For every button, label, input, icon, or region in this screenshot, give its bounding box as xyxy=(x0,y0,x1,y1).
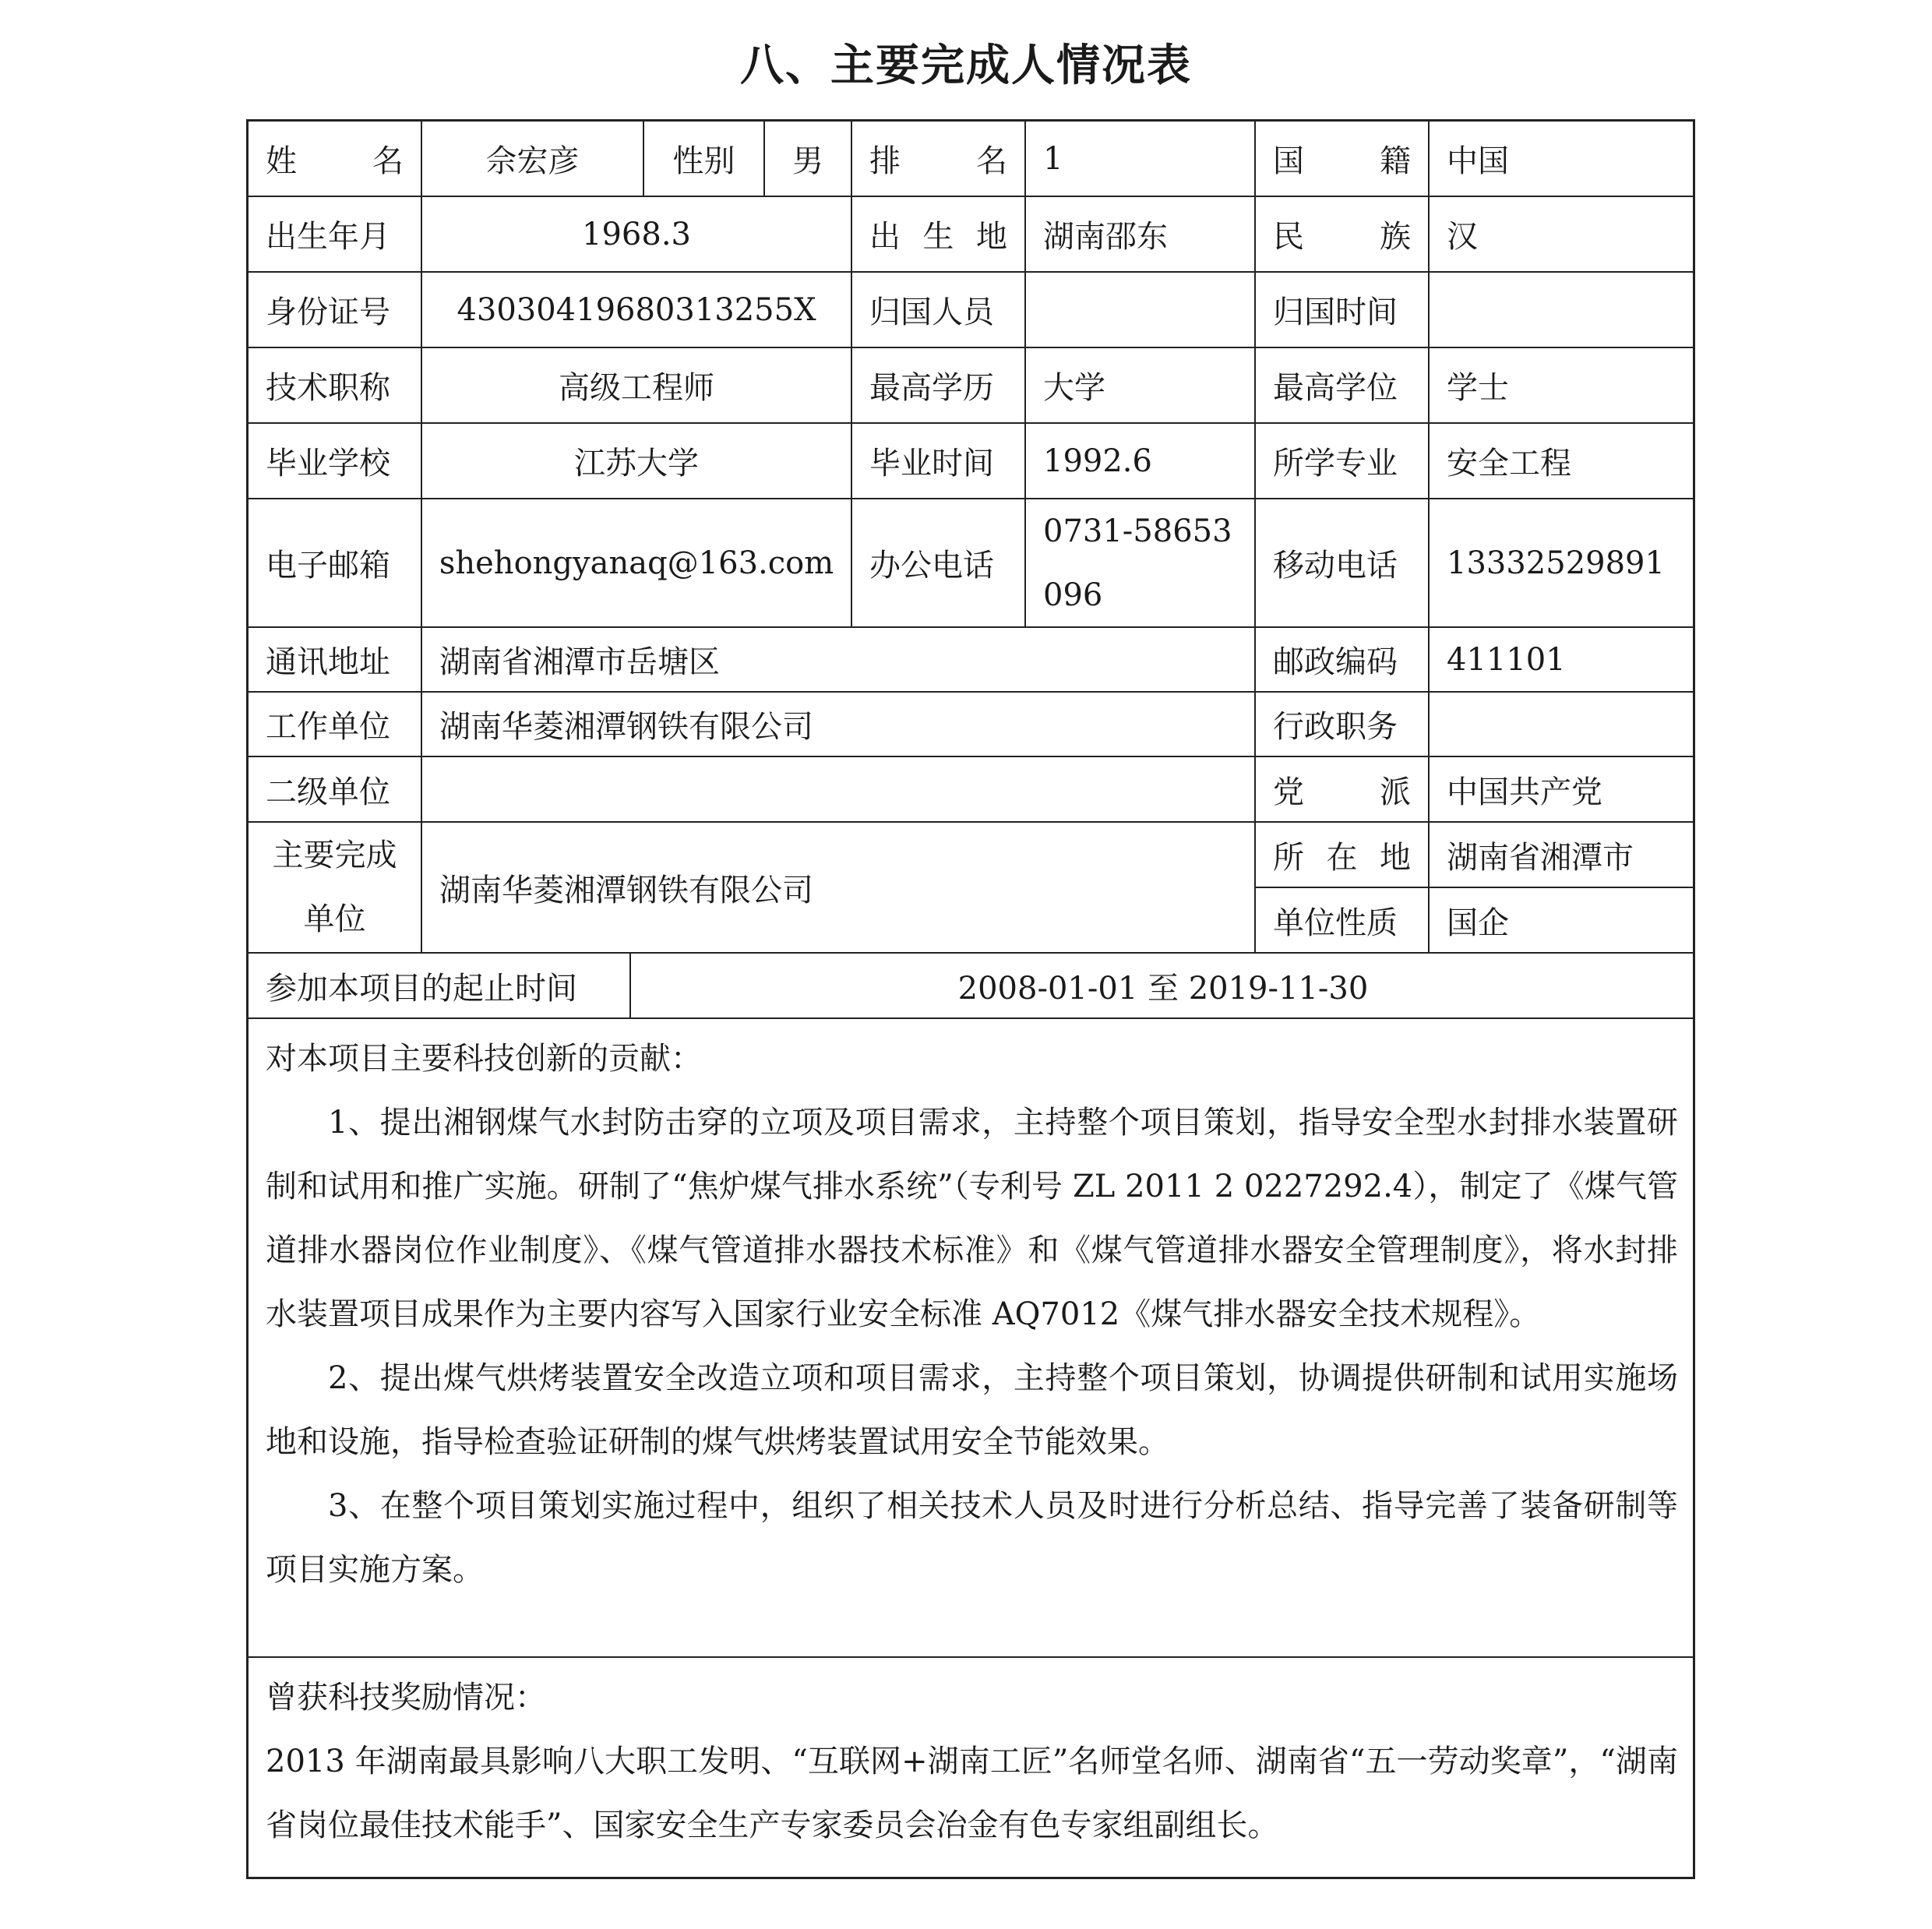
ethnicity-value: 汉 xyxy=(1430,197,1695,273)
returnee-label: 归国人员 xyxy=(852,273,1026,348)
position-value xyxy=(1430,693,1695,757)
degree-label: 最高学位 xyxy=(1256,348,1430,424)
major-label: 所学专业 xyxy=(1256,424,1430,499)
address-value: 湖南省湘潭市岳塘区 xyxy=(422,628,1256,693)
mobile-label: 移动电话 xyxy=(1256,499,1430,628)
rank-label: 排 名 xyxy=(852,122,1026,197)
address-label: 通讯地址 xyxy=(249,628,422,693)
birth-label: 出生年月 xyxy=(249,197,422,273)
location-value: 湖南省湘潭市 xyxy=(1430,823,1695,888)
awards-section xyxy=(249,1658,1695,1879)
office-phone-value: 0731-58653096 xyxy=(1026,499,1256,628)
page-title: 八、主要完成人情况表 xyxy=(740,41,1192,91)
office-phone-label: 办公电话 xyxy=(852,499,1026,628)
birthplace-value: 湖南邵东 xyxy=(1026,197,1256,273)
personnel-info-table xyxy=(246,119,1695,1879)
postcode-label: 邮政编码 xyxy=(1256,628,1430,693)
period-label: 参加本项目的起止时间 xyxy=(249,954,631,1019)
contribution-paragraph-3: 3、在整个项目策划实施过程中，组织了相关技术人员及时进行分析总结、指导完善了装备研制等项目实施方案。 xyxy=(266,1488,1678,1588)
school-label: 毕业学校 xyxy=(249,424,422,499)
gender-value: 男 xyxy=(765,122,852,197)
major-value: 安全工程 xyxy=(1430,424,1695,499)
school-value: 江苏大学 xyxy=(422,424,852,499)
birth-value: 1968.3 xyxy=(422,197,852,273)
ethnicity-label: 民 族 xyxy=(1256,197,1430,273)
education-value: 大学 xyxy=(1026,348,1256,424)
contribution-paragraph-1: 1、提出湘钢煤气水封防击穿的立项及项目需求，主持整个项目策划，指导安全型水封排水装置研制和试用和推广实施。研制了“焦炉煤气排水系统”（专利号 ZL 2011 2 0227292.4），制定了《煤气管道排水器岗位作业制度》、《煤气管道排水器技术标准》和《煤气管道排水器安全管理制度》，将水封排水装置项目成果作为主要内容写入国家行业安全标准 AQ7012《煤气排水器安全技术规程》。 xyxy=(266,1105,1678,1332)
contribution-paragraph-2: 2、提出煤气烘烤装置安全改造立项和项目需求，主持整个项目策划，协调提供研制和试用实施场地和设施，指导检查验证研制的煤气烘烤装置试用安全节能效果。 xyxy=(266,1360,1678,1460)
party-value: 中国共产党 xyxy=(1430,757,1695,823)
postcode-value: 411101 xyxy=(1430,628,1695,693)
return-time-value xyxy=(1430,273,1695,348)
return-time-label: 归国时间 xyxy=(1256,273,1430,348)
tech-title-label: 技术职称 xyxy=(249,348,422,424)
id-number-value: 43030419680313255X xyxy=(422,273,852,348)
unit-type-label: 单位性质 xyxy=(1256,888,1430,954)
main-unit-label: 主要完成单位 xyxy=(249,823,422,954)
nationality-label: 国 籍 xyxy=(1256,122,1430,197)
sub-unit-value xyxy=(422,757,1256,823)
name-label: 姓 名 xyxy=(249,122,422,197)
gender-label: 性别 xyxy=(644,122,765,197)
rank-value: 1 xyxy=(1026,122,1256,197)
location-label: 所 在 地 xyxy=(1256,823,1430,888)
unit-type-value: 国企 xyxy=(1430,888,1695,954)
contribution-section xyxy=(249,1019,1695,1658)
party-label: 党 派 xyxy=(1256,757,1430,823)
grad-time-label: 毕业时间 xyxy=(852,424,1026,499)
mobile-value: 13332529891 xyxy=(1430,499,1695,628)
id-number-label: 身份证号 xyxy=(249,273,422,348)
email-label: 电子邮箱 xyxy=(249,499,422,628)
sub-unit-label: 二级单位 xyxy=(249,757,422,823)
name-value: 佘宏彦 xyxy=(422,122,644,197)
returnee-value xyxy=(1026,273,1256,348)
degree-value: 学士 xyxy=(1430,348,1695,424)
awards-heading: 曾获科技奖励情况： xyxy=(266,1680,546,1716)
employer-value: 湖南华菱湘潭钢铁有限公司 xyxy=(422,693,1256,757)
main-unit-value: 湖南华菱湘潭钢铁有限公司 xyxy=(422,823,1256,954)
contribution-heading: 对本项目主要科技创新的贡献： xyxy=(266,1041,702,1077)
employer-label: 工作单位 xyxy=(249,693,422,757)
email-value: shehongyanaq@163.com xyxy=(422,499,852,628)
education-label: 最高学历 xyxy=(852,348,1026,424)
position-label: 行政职务 xyxy=(1256,693,1430,757)
awards-text: 2013 年湖南最具影响八大职工发明、“互联网+湖南工匠”名师堂名师、湖南省“五一劳动奖章”，“湖南省岗位最佳技术能手”、国家安全生产专家委员会冶金有色专家组副组长。 xyxy=(266,1744,1678,1843)
grad-time-value: 1992.6 xyxy=(1026,424,1256,499)
tech-title-value: 高级工程师 xyxy=(422,348,852,424)
period-value: 2008-01-01 至 2019-11-30 xyxy=(631,954,1695,1019)
nationality-value: 中国 xyxy=(1430,122,1695,197)
birthplace-label: 出 生 地 xyxy=(852,197,1026,273)
